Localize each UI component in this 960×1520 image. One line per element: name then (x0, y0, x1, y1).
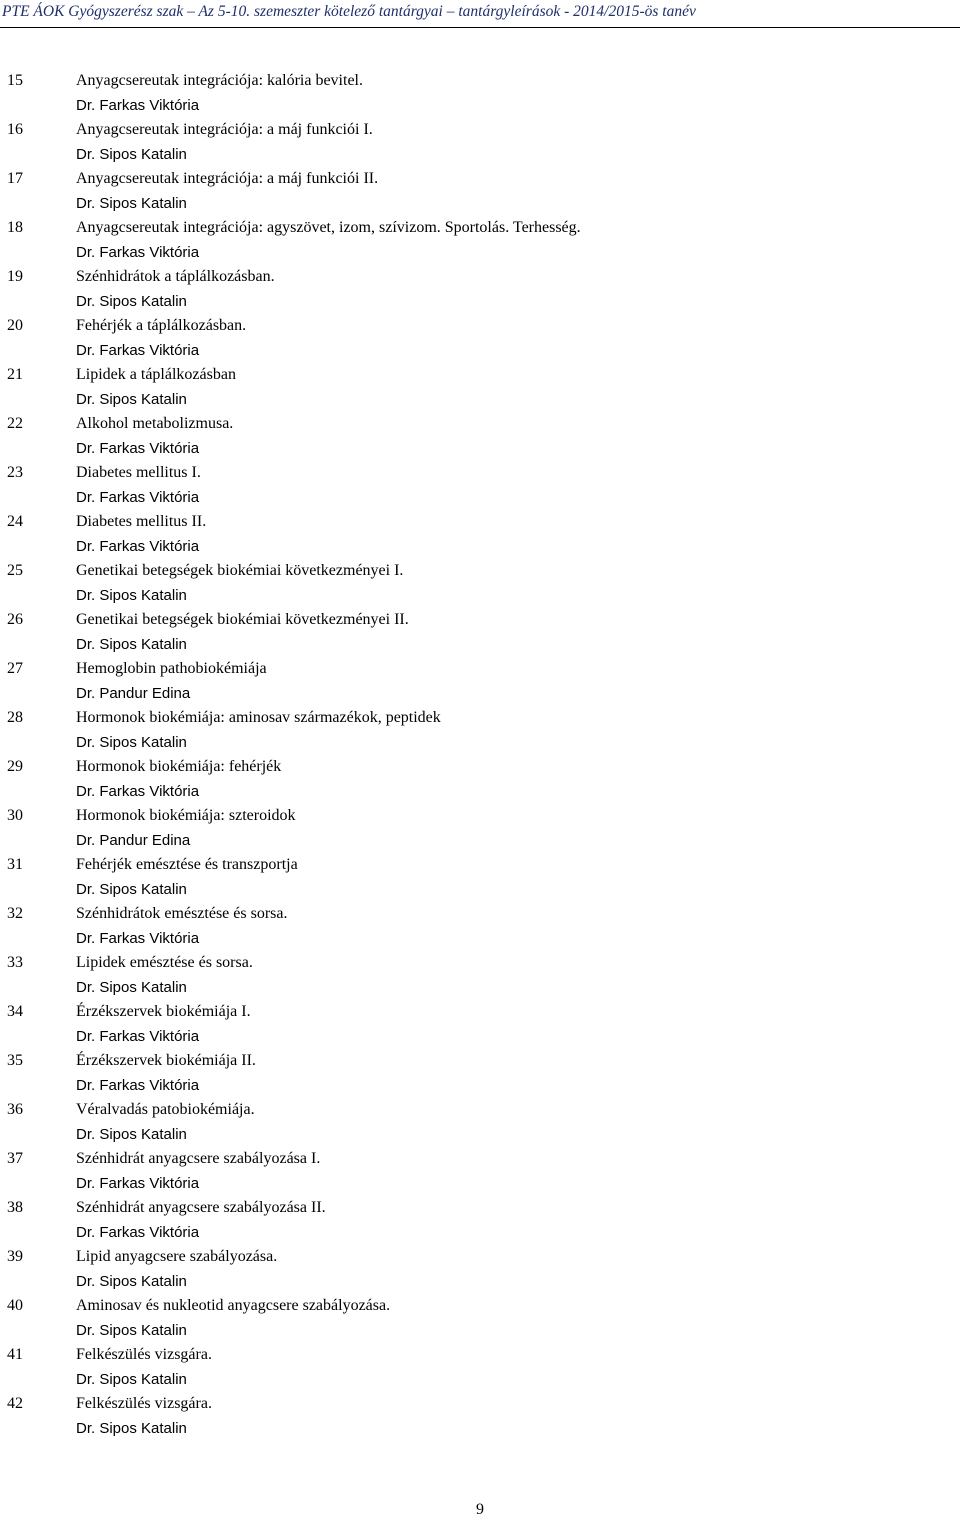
lecture-title: Felkészülés vizsgára. (76, 1346, 212, 1363)
list-item (0, 363, 960, 412)
lecture-title: Aminosav és nukleotid anyagcsere szabályozása. (76, 1297, 391, 1314)
lecture-teacher: Dr. Sipos Katalin (76, 733, 187, 751)
lecture-number: 36 (7, 1101, 23, 1118)
lecture-title: Genetikai betegségek biokémiai következményei I. (76, 562, 404, 579)
list-item (0, 1098, 960, 1147)
list-item (0, 1147, 960, 1196)
lecture-teacher: Dr. Farkas Viktória (76, 488, 200, 506)
lecture-number: 15 (7, 72, 23, 89)
list-item (0, 608, 960, 657)
lecture-title: Diabetes mellitus II. (76, 513, 207, 530)
lecture-title: Szénhidrát anyagcsere szabályozása II. (76, 1199, 326, 1216)
lecture-title: Anyagcsereutak integrációja: agyszövet, izom, szívizom. Sportolás. Terhesség. (76, 219, 581, 236)
lecture-title: Szénhidrátok emésztése és sorsa. (76, 905, 288, 922)
lecture-teacher: Dr. Farkas Viktória (76, 537, 200, 555)
lecture-title: Véralvadás patobiokémiája. (76, 1101, 255, 1118)
lecture-teacher: Dr. Farkas Viktória (76, 1174, 200, 1192)
lecture-teacher: Dr. Sipos Katalin (76, 586, 187, 604)
lecture-title: Alkohol metabolizmusa. (76, 415, 234, 432)
list-item (0, 951, 960, 1000)
lecture-teacher: Dr. Farkas Viktória (76, 96, 200, 114)
lecture-title: Lipid anyagcsere szabályozása. (76, 1248, 278, 1265)
lecture-title: Anyagcsereutak integrációja: kalória bevitel. (76, 72, 363, 89)
list-item (0, 1196, 960, 1245)
lecture-list (0, 69, 960, 1441)
page-number: 9 (476, 1501, 484, 1518)
lecture-number: 35 (7, 1052, 23, 1069)
list-item (0, 559, 960, 608)
lecture-number: 21 (7, 366, 23, 383)
lecture-title: Anyagcsereutak integrációja: a máj funkciói I. (76, 121, 373, 138)
lecture-teacher: Dr. Sipos Katalin (76, 145, 187, 163)
lecture-title: Szénhidrát anyagcsere szabályozása I. (76, 1150, 321, 1167)
lecture-title: Hormonok biokémiája: fehérjék (76, 758, 282, 775)
lecture-number: 29 (7, 758, 23, 775)
lecture-teacher: Dr. Sipos Katalin (76, 1370, 187, 1388)
lecture-number: 25 (7, 562, 23, 579)
lecture-teacher: Dr. Sipos Katalin (76, 390, 187, 408)
list-item (0, 755, 960, 804)
list-item (0, 706, 960, 755)
lecture-teacher: Dr. Sipos Katalin (76, 1125, 187, 1143)
lecture-number: 42 (7, 1395, 23, 1412)
lecture-teacher: Dr. Sipos Katalin (76, 1419, 187, 1437)
lecture-teacher: Dr. Sipos Katalin (76, 880, 187, 898)
lecture-number: 41 (7, 1346, 23, 1363)
lecture-number: 40 (7, 1297, 23, 1314)
lecture-number: 37 (7, 1150, 23, 1167)
list-item (0, 167, 960, 216)
lecture-teacher: Dr. Sipos Katalin (76, 292, 187, 310)
lecture-number: 30 (7, 807, 23, 824)
lecture-teacher: Dr. Sipos Katalin (76, 1272, 187, 1290)
lecture-number: 16 (7, 121, 23, 138)
lecture-teacher: Dr. Sipos Katalin (76, 635, 187, 653)
lecture-title: Érzékszervek biokémiája II. (76, 1052, 256, 1069)
list-item (0, 69, 960, 118)
lecture-teacher: Dr. Farkas Viktória (76, 1027, 200, 1045)
lecture-teacher: Dr. Pandur Edina (76, 831, 191, 849)
lecture-title: Fehérjék emésztése és transzportja (76, 856, 298, 873)
lecture-number: 39 (7, 1248, 23, 1265)
lecture-title: Fehérjék a táplálkozásban. (76, 317, 247, 334)
lecture-teacher: Dr. Pandur Edina (76, 684, 191, 702)
header-divider (0, 27, 960, 28)
lecture-number: 22 (7, 415, 23, 432)
lecture-title: Felkészülés vizsgára. (76, 1395, 212, 1412)
lecture-teacher: Dr. Sipos Katalin (76, 1321, 187, 1339)
lecture-title: Lipidek emésztése és sorsa. (76, 954, 253, 971)
lecture-title: Hemoglobin pathobiokémiája (76, 660, 267, 677)
lecture-number: 28 (7, 709, 23, 726)
lecture-number: 33 (7, 954, 23, 971)
list-item (0, 1343, 960, 1392)
list-item (0, 461, 960, 510)
lecture-teacher: Dr. Sipos Katalin (76, 978, 187, 996)
list-item (0, 1245, 960, 1294)
lecture-number: 20 (7, 317, 23, 334)
lecture-number: 24 (7, 513, 23, 530)
lecture-number: 38 (7, 1199, 23, 1216)
page-header: PTE ÁOK Gyógyszerész szak – Az 5-10. szemeszter kötelező tantárgyai – tantárgyleírások - 2014/2015-ös tanév (2, 3, 696, 20)
list-item (0, 1000, 960, 1049)
lecture-teacher: Dr. Farkas Viktória (76, 439, 200, 457)
lecture-title: Hormonok biokémiája: szteroidok (76, 807, 296, 824)
list-item (0, 657, 960, 706)
lecture-teacher: Dr. Farkas Viktória (76, 1223, 200, 1241)
lecture-title: Anyagcsereutak integrációja: a máj funkciói II. (76, 170, 379, 187)
lecture-teacher: Dr. Farkas Viktória (76, 782, 200, 800)
list-item (0, 902, 960, 951)
lecture-title: Hormonok biokémiája: aminosav származékok, peptidek (76, 709, 441, 726)
lecture-teacher: Dr. Farkas Viktória (76, 1076, 200, 1094)
list-item (0, 1294, 960, 1343)
lecture-title: Genetikai betegségek biokémiai következményei II. (76, 611, 409, 628)
lecture-number: 19 (7, 268, 23, 285)
list-item (0, 265, 960, 314)
lecture-teacher: Dr. Sipos Katalin (76, 194, 187, 212)
lecture-title: Diabetes mellitus I. (76, 464, 201, 481)
list-item (0, 1392, 960, 1441)
lecture-title: Lipidek a táplálkozásban (76, 366, 236, 383)
lecture-number: 27 (7, 660, 23, 677)
lecture-title: Szénhidrátok a táplálkozásban. (76, 268, 275, 285)
lecture-teacher: Dr. Farkas Viktória (76, 243, 200, 261)
lecture-number: 34 (7, 1003, 23, 1020)
lecture-number: 23 (7, 464, 23, 481)
lecture-number: 31 (7, 856, 23, 873)
list-item (0, 804, 960, 853)
list-item (0, 510, 960, 559)
list-item (0, 314, 960, 363)
list-item (0, 1049, 960, 1098)
list-item (0, 412, 960, 461)
list-item (0, 216, 960, 265)
lecture-number: 32 (7, 905, 23, 922)
lecture-number: 26 (7, 611, 23, 628)
lecture-number: 17 (7, 170, 23, 187)
lecture-teacher: Dr. Farkas Viktória (76, 341, 200, 359)
lecture-teacher: Dr. Farkas Viktória (76, 929, 200, 947)
list-item (0, 118, 960, 167)
list-item (0, 853, 960, 902)
lecture-number: 18 (7, 219, 23, 236)
lecture-title: Érzékszervek biokémiája I. (76, 1003, 251, 1020)
